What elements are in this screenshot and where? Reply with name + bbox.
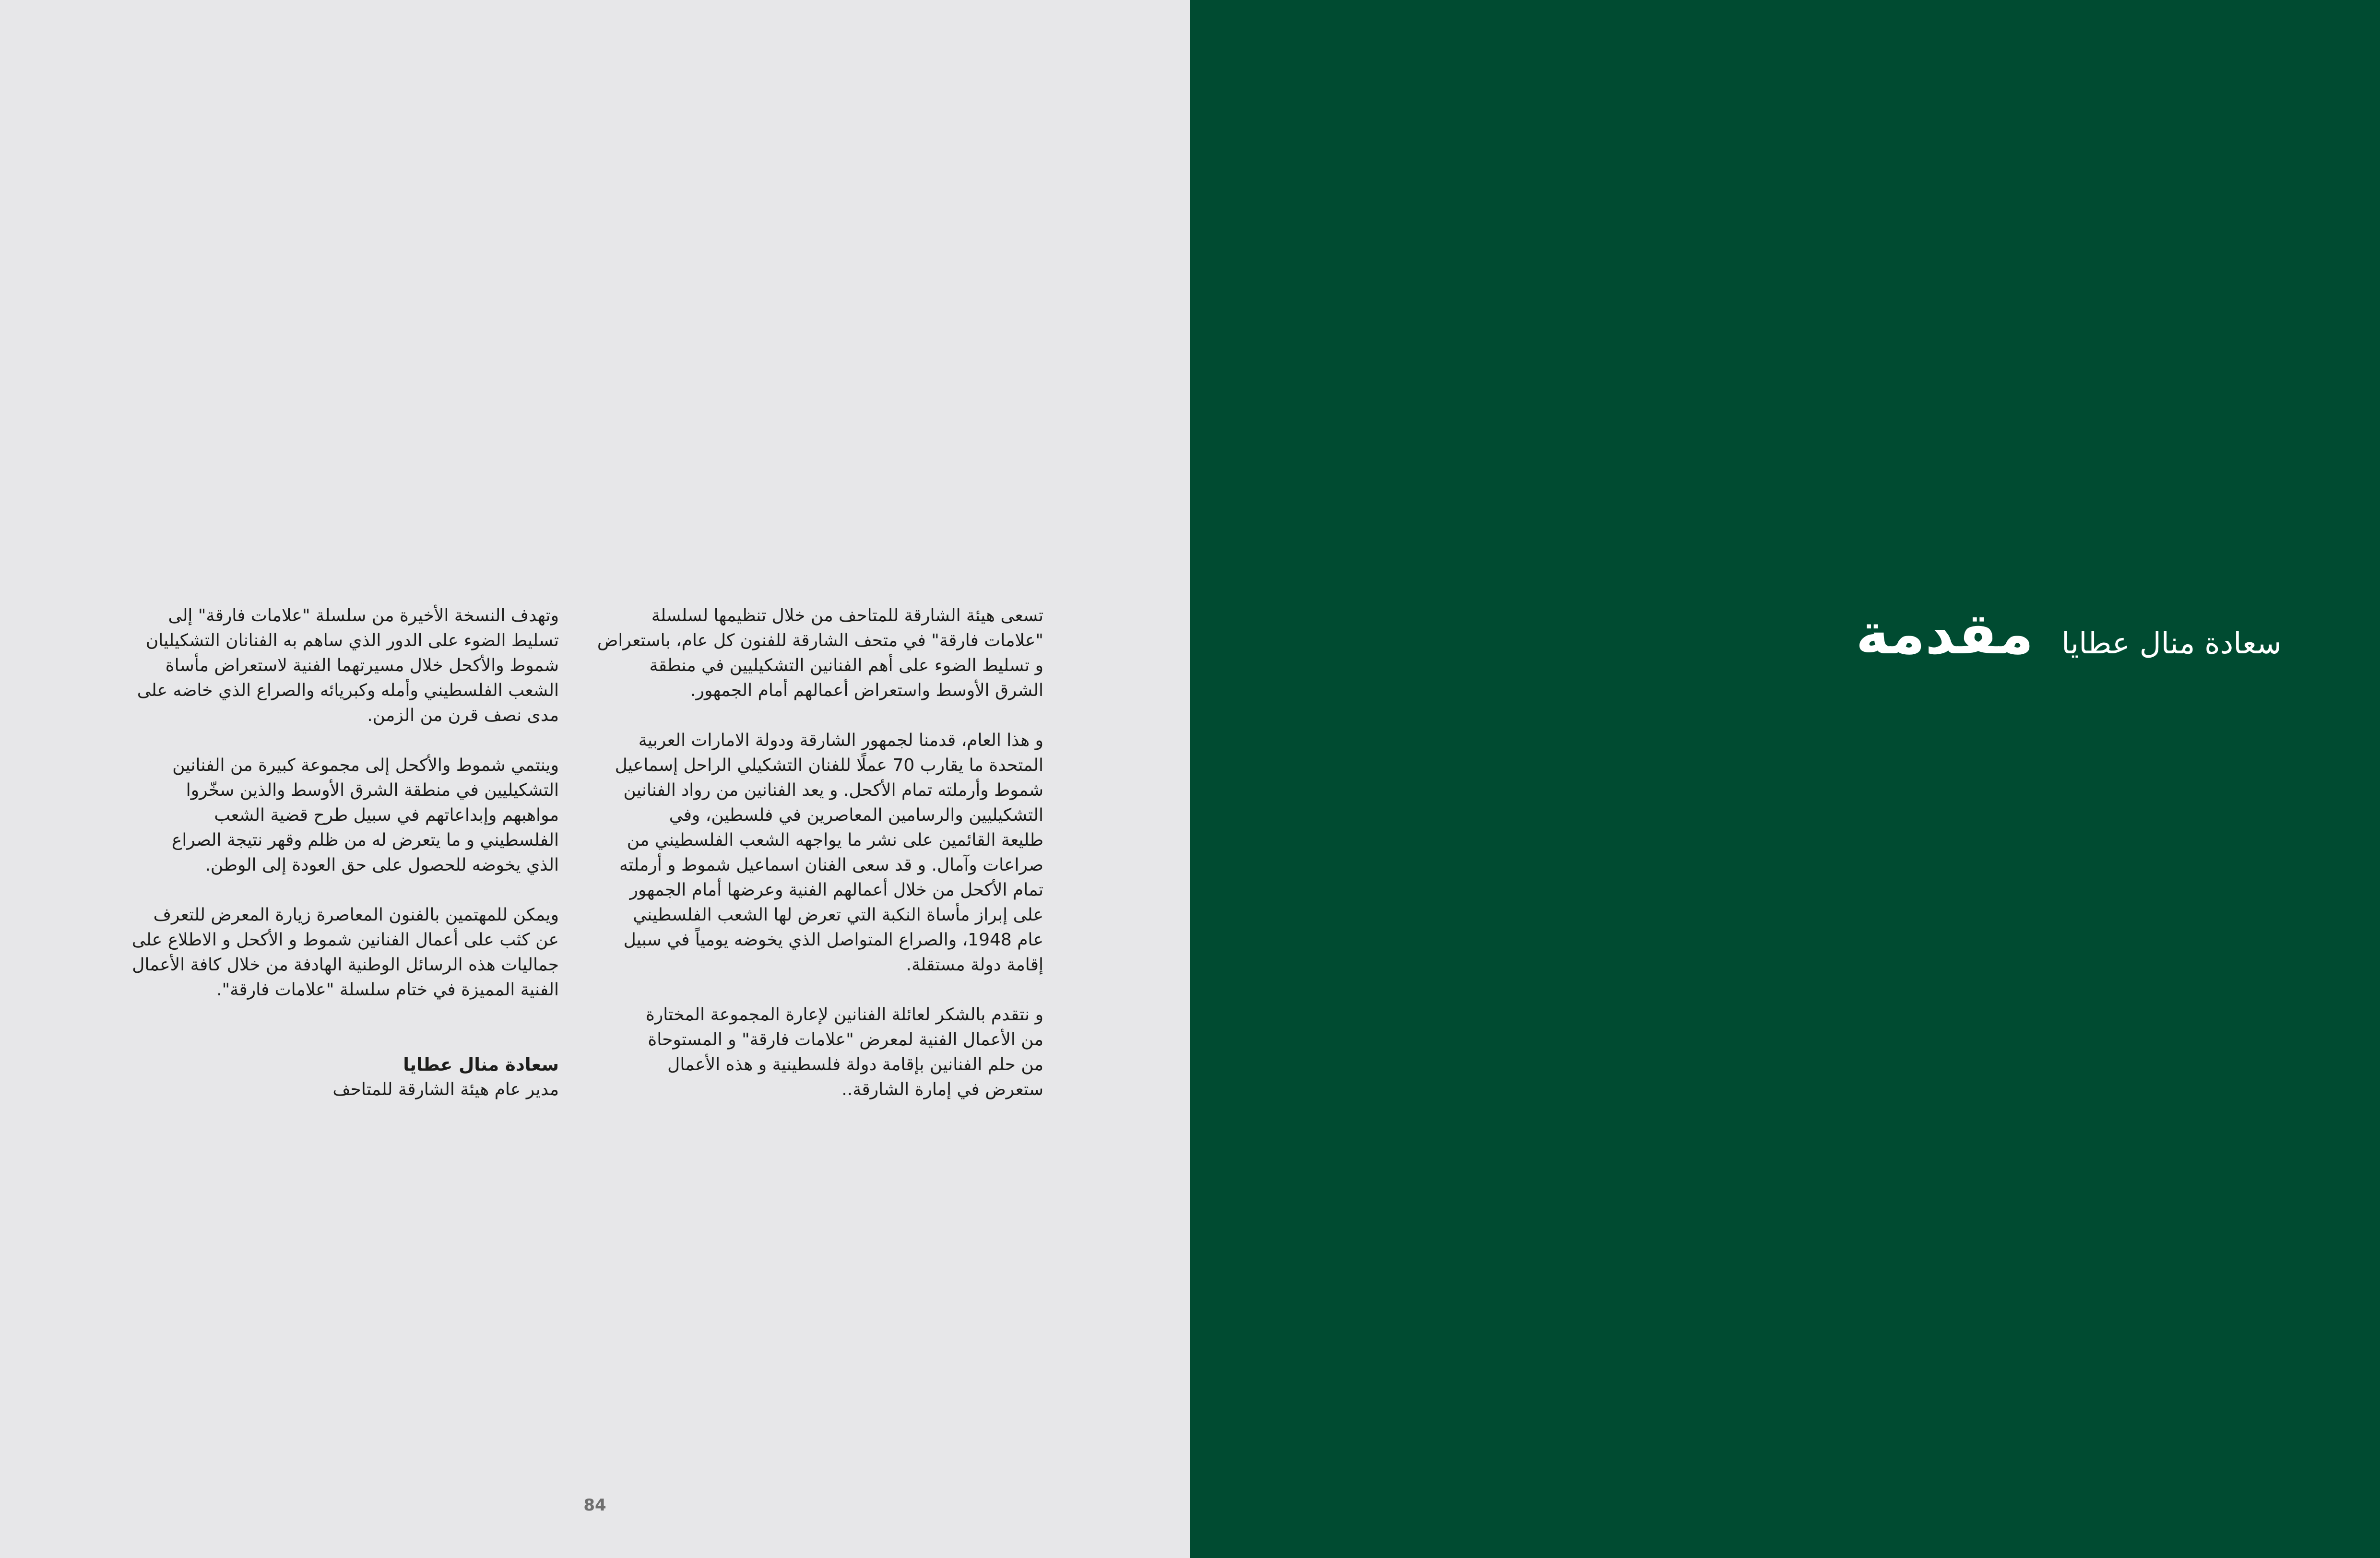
intro-paragraph-6: ويمكن للمهتمين بالفنون المعاصرة زيارة المعرض للتعرف عن كثب على أعمال الفنانين شموط و الأكحل و الاطلاع على جماليات هذه الرسائل الوطنية الهادفة من خلال كافة الأعمال الفنية المميزة في ختام سلسلة "علامات فارقة". (131, 905, 559, 1000)
intro-paragraph-5: وينتمي شموط والأكحل إلى مجموعة كبيرة من الفنانين التشكيليين في منطقة الشرق الأوسط والذين سخّروا مواهبهم وإبداعاتهم في سبيل طرح قضية الشعب الفلسطيني و ما يتعرض له من ظلم وقهر نتيجة الصراع الذي يخوضه للحصول على حق العودة إلى الوطن. (171, 755, 559, 875)
signature-role: مدير عام هيئة الشارقة للمتاحف (332, 1080, 559, 1099)
section-heading (1856, 601, 2282, 667)
right-page (1190, 0, 2380, 1558)
text-column-left (98, 603, 559, 1102)
intro-paragraph-3: و نتقدم بالشكر لعائلة الفنانين لإعارة المجموعة المختارة من الأعمال الفنية لمعرض "علامات فارقة" و المستوحاة من حلم الفنانين بإقامة دولة فلسطينية و هذه الأعمال ستعرض في إمارة الشارقة.. (646, 1005, 1043, 1099)
page-number: 84 (583, 1496, 606, 1515)
signature-name: سعادة منال عطايا (403, 1054, 559, 1075)
intro-paragraph-2: و هذا العام، قدمنا لجمهور الشارقة ودولة الامارات العربية المتحدة ما يقارب 70 عملًا للفنان التشكيلي الراحل إسماعيل شموط وأرملته تمام الأكحل. و يعد الفنانين من رواد الفنانين التشكيليين والرسامين المعاصرين في فلسطين، وفي طليعة القائمين على نشر ما يواجهه الشعب الفلسطيني من صراعات وآمال. و قد سعى الفنان اسماعيل شموط و أرملته تمام الأكحل من خلال أعمالهم الفنية وعرضها أمام الجمهور على إبراز مأساة النكبة التي تعرض لها الشعب الفلسطيني عام 1948، والصراع المتواصل الذي يخوضه يومياً في سبيل إقامة دولة مستقلة. (615, 731, 1043, 975)
section-title: مقدمة (1856, 601, 2034, 667)
intro-paragraph-4: وتهدف النسخة الأخيرة من سلسلة "علامات فارقة" إلى تسليط الضوء على الدور الذي ساهم به الفنانان التشكيليان شموط والأكحل خلال مسيرتهما الفنية لاستعراض مأساة الشعب الفلسطيني وأمله وكبريائه والصراع الذي خاضه على مدى نصف قرن من الزمن. (137, 606, 559, 725)
text-column-right (576, 603, 1043, 1127)
intro-paragraph-1: تسعى هيئة الشارقة للمتاحف من خلال تنظيمها لسلسلة "علامات فارقة" في متحف الشارقة للفنون كل عام، باستعراض و تسليط الضوء على أهم الفنانين التشكيليين في منطقة الشرق الأوسط واستعراض أعمالهم أمام الجمهور. (597, 606, 1043, 700)
section-subtitle: سعادة منال عطايا (2061, 626, 2282, 661)
